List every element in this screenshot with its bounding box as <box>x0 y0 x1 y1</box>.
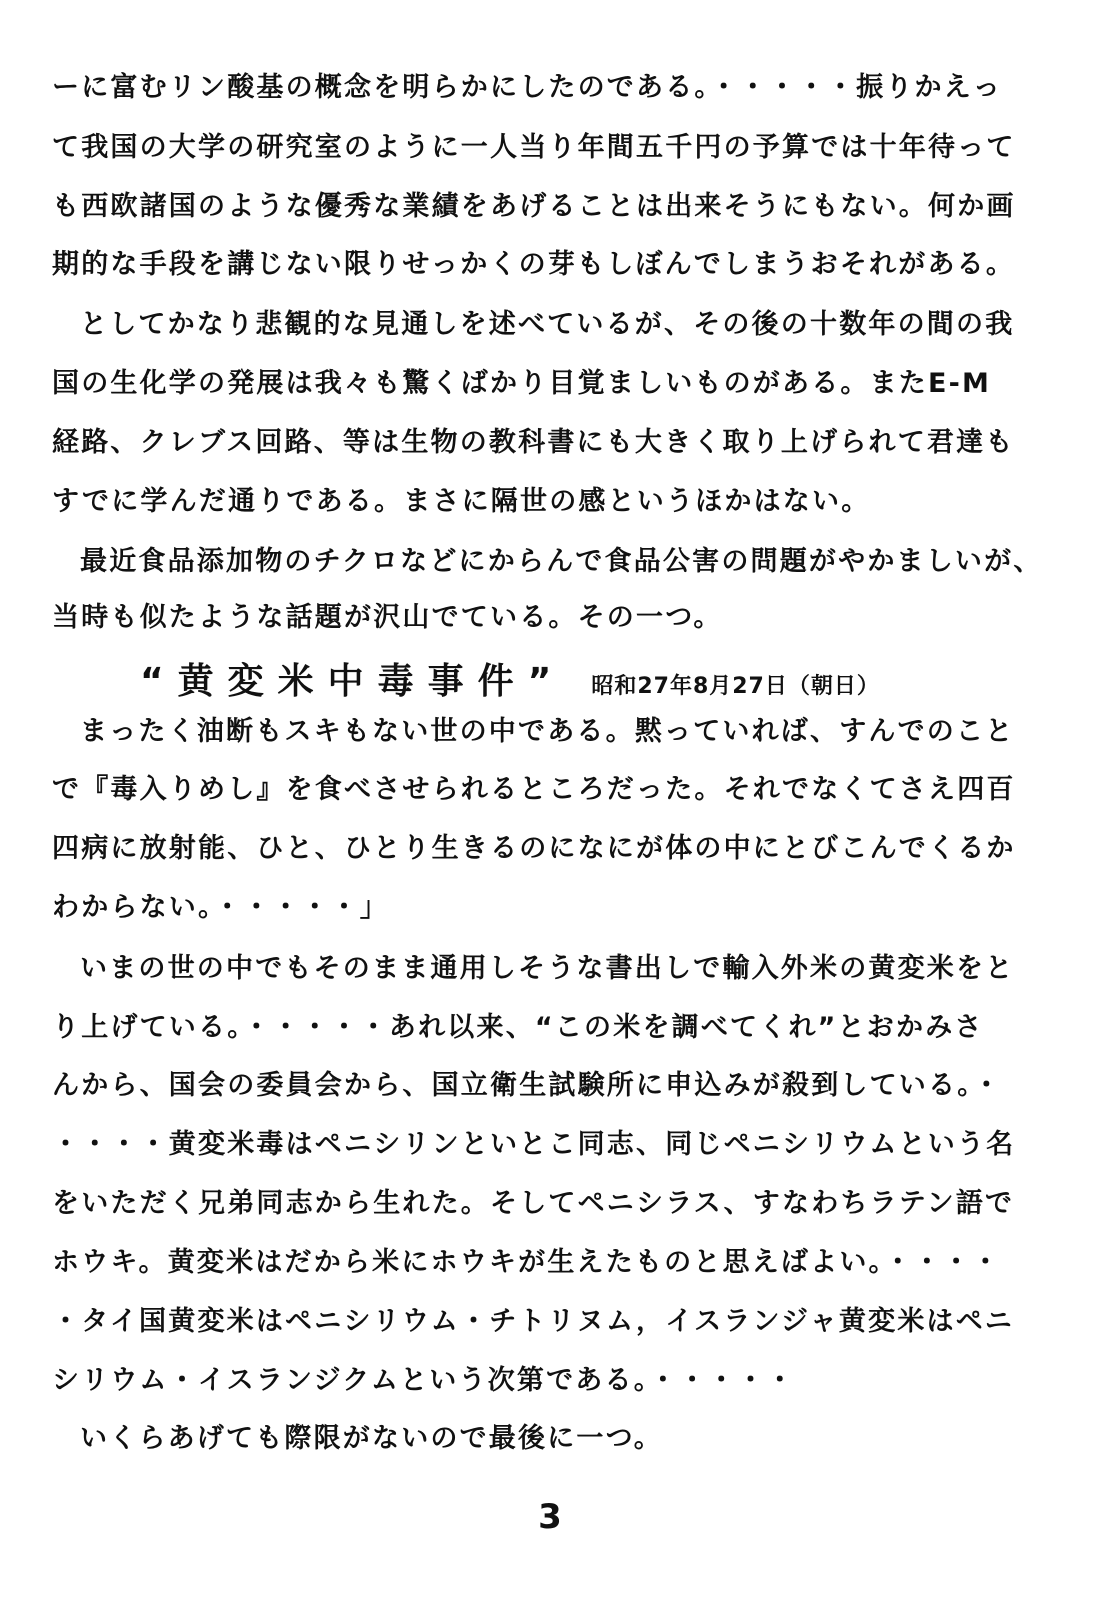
article-title: “黄変米中毒事件” <box>140 661 566 702</box>
article-date: 昭和27年8月27日（朝日） <box>591 674 880 699</box>
text-line: ホウキ。黄変米はだから米にホウキが生えたものと思えばよい。・・・・ <box>52 1247 1002 1278</box>
text-line: り上げている。・・・・・あれ以来、“この米を調べてくれ”とおかみさ <box>52 1012 984 1043</box>
text-line: 最近食品添加物のチクロなどにからんで食品公害の問題がやかましいが、 <box>80 546 1043 577</box>
text-line: ーに富むリン酸基の概念を明らかにしたのである。・・・・・振りかえっ <box>52 72 1003 103</box>
text-line: 四病に放射能、ひと、ひとり生きるのになにが体の中にとびこんでくるか <box>52 833 1016 864</box>
text-line: 国の生化学の発展は我々も驚くばかり目覚ましいものがある。またE-M <box>52 368 992 399</box>
text-line: をいただく兄弟同志から生れた。そしてペニシラス、すなわちラテン語で <box>52 1188 1015 1219</box>
text-line: まったく油断もスキもない世の中である。黙っていれば、すんでのこと <box>80 716 1015 747</box>
text-line: いまの世の中でもそのまま通用しそうな書出しで輸入外米の黄変米をと <box>80 953 1015 984</box>
text-line: すでに学んだ通りである。まさに隔世の感というほかはない。 <box>52 486 871 517</box>
text-line: んから、国会の委員会から、国立衛生試験所に申込みが殺到している。・ <box>52 1070 1003 1101</box>
text-line: で『毒入りめし』を食べさせられるところだった。それでなくてさえ四百 <box>52 774 1016 805</box>
text-line: 当時も似たような話題が沢山でている。その一つ。 <box>52 602 723 633</box>
text-line: いくらあげても際限がないので最後に一つ。 <box>80 1423 663 1454</box>
text-line: 経路、クレブス回路、等は生物の教科書にも大きく取り上げられて君達も <box>52 427 1015 458</box>
text-line: て我国の大学の研究室のように一人当り年間五千円の予算では十年待って <box>52 132 1016 163</box>
page-number: 3 <box>538 1497 562 1537</box>
article-heading <box>140 653 1020 704</box>
text-line: ・タイ国黄変米はペニシリウム・チトリヌム，イスランジャ黄変米はペニ <box>52 1306 1015 1337</box>
text-line: わからない。・・・・・」 <box>52 892 389 923</box>
text-line: ・・・・黄変米毒はペニシリンといとこ同志、同じペニシリウムという名 <box>52 1129 1016 1160</box>
text-line: としてかなり悲観的な見通しを述べているが、その後の十数年の間の我 <box>80 309 1015 340</box>
text-line: も西欧諸国のような優秀な業績をあげることは出来そうにもない。何か画 <box>52 191 1016 222</box>
text-line: 期的な手段を講じない限りせっかくの芽もしぼんでしまうおそれがある。 <box>52 249 1016 280</box>
text-line: シリウム・イスランジクムという次第である。・・・・・ <box>52 1365 796 1396</box>
